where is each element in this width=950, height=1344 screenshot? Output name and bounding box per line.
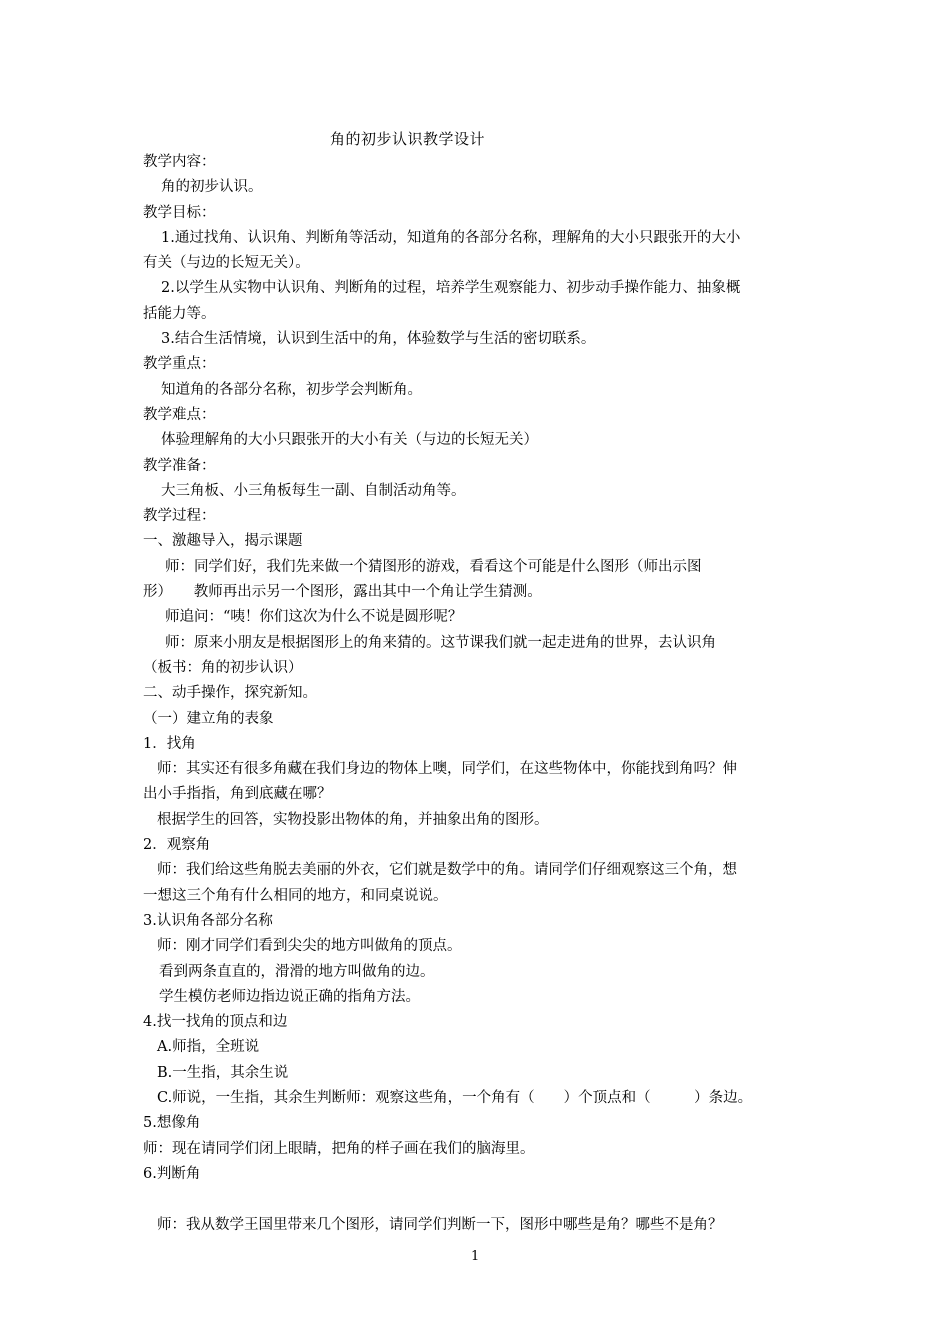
paragraph: 师：原来小朋友是根据图形上的角来猜的。这节课我们就一起走进角的世界，去认识角 — [165, 634, 716, 651]
paragraph: 括能力等。 — [143, 305, 216, 322]
heading-difficulties: 教学难点： — [143, 406, 216, 423]
paragraph: 形） 教师再出示另一个图形，露出其中一个角让学生猜测。 — [143, 584, 542, 601]
paragraph: 师：刚才同学们看到尖尖的地方叫做角的顶点。 — [157, 938, 462, 955]
paragraph: 师：同学们好，我们先来做一个猜图形的游戏，看看这个可能是什么图形（师出示图 — [165, 558, 702, 575]
heading-content: 教学内容： — [143, 154, 216, 170]
paragraph: 师：我们给这些角脱去美丽的外衣，它们就是数学中的角。请同学们仔细观察这三个角，想 — [157, 862, 737, 879]
paragraph: 一想这三个角有什么相同的地方，和同桌说说。 — [143, 887, 448, 904]
section-heading: 二、动手操作，探究新知。 — [143, 685, 317, 702]
paragraph: 师：其实还有很多角藏在我们身边的物体上噢，同学们，在这些物体中，你能找到角吗？伸 — [157, 761, 737, 778]
list-item: B.一生指，其余生说 — [157, 1064, 289, 1081]
heading-objectives: 教学目标： — [143, 204, 216, 221]
step-heading: 5.想像角 — [143, 1115, 201, 1132]
paragraph: 1.通过找角、认识角、判断角等活动，知道角的各部分名称，理解角的大小只跟张开的大小 — [161, 229, 741, 246]
list-item: A.师指，全班说 — [157, 1039, 260, 1056]
paragraph: 角的初步认识。 — [161, 179, 263, 196]
paragraph: 学生模仿老师边指边说正确的指角方法。 — [159, 988, 420, 1005]
step-heading: 6.判断角 — [143, 1165, 201, 1182]
paragraph: 出小手指指，角到底藏在哪？ — [143, 786, 332, 803]
step-heading: 1．找角 — [143, 735, 196, 752]
subsection-heading: （一）建立角的表象 — [143, 710, 274, 727]
section-heading: 一、激趣导入，揭示课题 — [143, 533, 303, 550]
page-number: 1 — [471, 1249, 480, 1264]
paragraph: 师追问：“咦！你们这次为什么不说是圆形呢？ — [165, 609, 463, 626]
paragraph: 看到两条直直的，滑滑的地方叫做角的边。 — [159, 963, 435, 980]
paragraph: 大三角板、小三角板每生一副、自制活动角等。 — [161, 482, 466, 499]
paragraph: 师：现在请同学们闭上眼睛，把角的样子画在我们的脑海里。 — [143, 1140, 535, 1157]
document-body — [143, 150, 811, 1238]
paragraph: 体验理解角的大小只跟张开的大小有关（与边的长短无关） — [161, 432, 538, 449]
paragraph: 有关（与边的长短无关）。 — [143, 255, 310, 272]
step-heading: 2．观察角 — [143, 837, 211, 854]
step-heading: 3.认识角各部分名称 — [143, 912, 273, 929]
paragraph: （板书：角的初步认识） — [143, 659, 303, 676]
heading-preparation: 教学准备： — [143, 457, 216, 474]
list-item: C.师说，一生指，其余生判断师：观察这些角，一个角有（ ）个顶点和（ ）条边。 — [157, 1089, 753, 1106]
paragraph: 知道角的各部分名称，初步学会判断角。 — [161, 381, 422, 398]
heading-key-points: 教学重点： — [143, 356, 216, 373]
paragraph: 3.结合生活情境，认识到生活中的角，体验数学与生活的密切联系。 — [161, 331, 596, 348]
paragraph: 师：我从数学王国里带来几个图形，请同学们判断一下，图形中哪些是角？哪些不是角？ — [157, 1217, 723, 1234]
heading-process: 教学过程： — [143, 508, 216, 525]
step-heading: 4.找一找角的顶点和边 — [143, 1014, 288, 1031]
paragraph: 2.以学生从实物中认识角、判断角的过程，培养学生观察能力、初步动手操作能力、抽象概 — [161, 280, 741, 297]
document-title: 角的初步认识教学设计 — [330, 130, 486, 148]
paragraph: 根据学生的回答，实物投影出物体的角，并抽象出角的图形。 — [157, 811, 549, 828]
